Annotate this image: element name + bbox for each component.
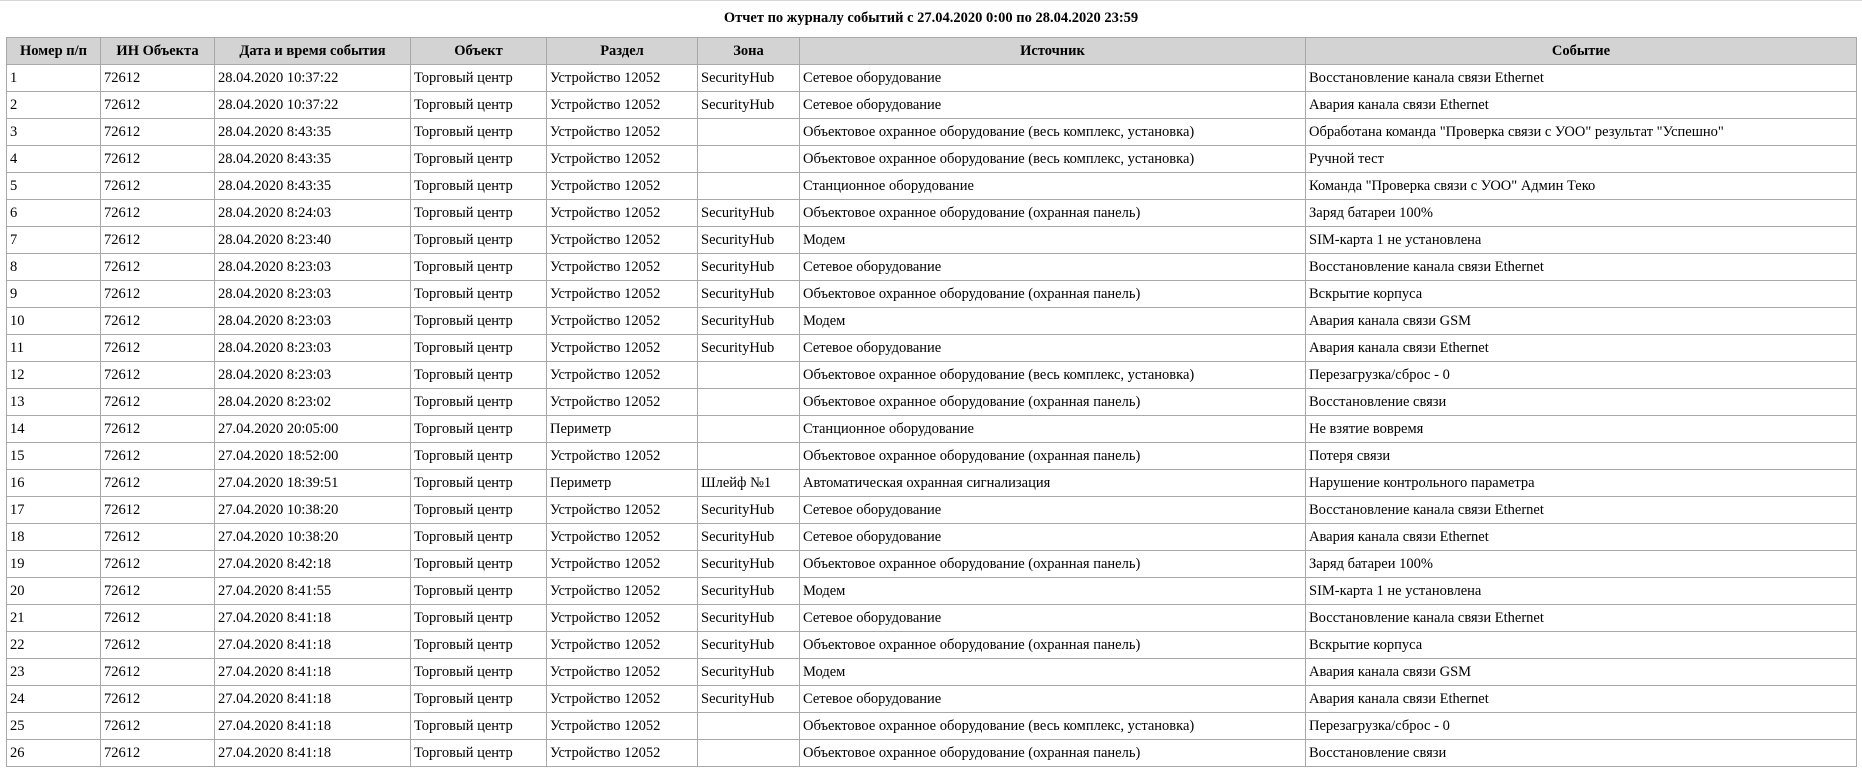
cell-object: Торговый центр: [411, 335, 547, 362]
cell-section: Устройство 12052: [547, 632, 698, 659]
cell-number: 17: [7, 497, 101, 524]
cell-object: Торговый центр: [411, 443, 547, 470]
cell-object: Торговый центр: [411, 146, 547, 173]
column-header-zone: Зона: [698, 38, 800, 65]
cell-section: Периметр: [547, 416, 698, 443]
cell-object-id: 72612: [101, 146, 215, 173]
cell-number: 21: [7, 605, 101, 632]
column-header-event: Событие: [1306, 38, 1857, 65]
table-row: [7, 254, 1857, 281]
cell-object: Торговый центр: [411, 524, 547, 551]
cell-datetime: 28.04.2020 8:23:03: [215, 308, 411, 335]
cell-datetime: 27.04.2020 8:41:18: [215, 659, 411, 686]
cell-event: SIM-карта 1 не установлена: [1306, 578, 1857, 605]
cell-section: Устройство 12052: [547, 200, 698, 227]
table-row: [7, 551, 1857, 578]
cell-number: 7: [7, 227, 101, 254]
cell-object-id: 72612: [101, 686, 215, 713]
cell-event: Авария канала связи Ethernet: [1306, 524, 1857, 551]
cell-zone: SecurityHub: [698, 254, 800, 281]
cell-object-id: 72612: [101, 200, 215, 227]
cell-object: Торговый центр: [411, 578, 547, 605]
cell-source: Объектовое охранное оборудование (охранная панель): [800, 200, 1306, 227]
cell-datetime: 27.04.2020 8:42:18: [215, 551, 411, 578]
cell-section: Устройство 12052: [547, 281, 698, 308]
cell-event: Перезагрузка/сброс - 0: [1306, 362, 1857, 389]
cell-object-id: 72612: [101, 92, 215, 119]
cell-datetime: 28.04.2020 8:23:03: [215, 335, 411, 362]
cell-zone: [698, 362, 800, 389]
cell-section: Устройство 12052: [547, 254, 698, 281]
table-row: [7, 740, 1857, 767]
cell-zone: [698, 443, 800, 470]
cell-number: 24: [7, 686, 101, 713]
cell-source: Сетевое оборудование: [800, 524, 1306, 551]
cell-number: 16: [7, 470, 101, 497]
cell-datetime: 27.04.2020 18:39:51: [215, 470, 411, 497]
cell-section: Устройство 12052: [547, 524, 698, 551]
cell-datetime: 28.04.2020 8:24:03: [215, 200, 411, 227]
cell-object-id: 72612: [101, 443, 215, 470]
cell-source: Объектовое охранное оборудование (охранная панель): [800, 281, 1306, 308]
cell-object: Торговый центр: [411, 470, 547, 497]
cell-source: Автоматическая охранная сигнализация: [800, 470, 1306, 497]
cell-datetime: 28.04.2020 10:37:22: [215, 92, 411, 119]
cell-object: Торговый центр: [411, 227, 547, 254]
cell-number: 6: [7, 200, 101, 227]
cell-section: Устройство 12052: [547, 146, 698, 173]
cell-zone: SecurityHub: [698, 632, 800, 659]
cell-source: Объектовое охранное оборудование (весь комплекс, установка): [800, 119, 1306, 146]
cell-zone: SecurityHub: [698, 308, 800, 335]
table-row: [7, 362, 1857, 389]
table-body: [7, 65, 1857, 767]
cell-datetime: 27.04.2020 8:41:18: [215, 605, 411, 632]
cell-datetime: 27.04.2020 10:38:20: [215, 497, 411, 524]
cell-number: 18: [7, 524, 101, 551]
cell-event: Авария канала связи GSM: [1306, 308, 1857, 335]
table-row: [7, 632, 1857, 659]
cell-section: Устройство 12052: [547, 335, 698, 362]
cell-number: 25: [7, 713, 101, 740]
cell-event: Восстановление связи: [1306, 389, 1857, 416]
column-header-object-id: ИН Объекта: [101, 38, 215, 65]
cell-zone: SecurityHub: [698, 605, 800, 632]
cell-event: Не взятие вовремя: [1306, 416, 1857, 443]
cell-source: Объектовое охранное оборудование (весь комплекс, установка): [800, 713, 1306, 740]
cell-object-id: 72612: [101, 335, 215, 362]
cell-datetime: 27.04.2020 8:41:18: [215, 713, 411, 740]
cell-object-id: 72612: [101, 389, 215, 416]
cell-event: Потеря связи: [1306, 443, 1857, 470]
table-header: [7, 38, 1857, 65]
cell-object: Торговый центр: [411, 254, 547, 281]
cell-number: 2: [7, 92, 101, 119]
header-row: [7, 38, 1857, 65]
cell-event: Нарушение контрольного параметра: [1306, 470, 1857, 497]
table-row: [7, 389, 1857, 416]
cell-object: Торговый центр: [411, 200, 547, 227]
cell-zone: SecurityHub: [698, 497, 800, 524]
cell-number: 22: [7, 632, 101, 659]
cell-object: Торговый центр: [411, 65, 547, 92]
cell-number: 3: [7, 119, 101, 146]
cell-number: 14: [7, 416, 101, 443]
cell-event: Восстановление канала связи Ethernet: [1306, 497, 1857, 524]
cell-object: Торговый центр: [411, 632, 547, 659]
cell-event: Восстановление связи: [1306, 740, 1857, 767]
cell-object-id: 72612: [101, 254, 215, 281]
cell-source: Объектовое охранное оборудование (охранная панель): [800, 740, 1306, 767]
table-row: [7, 578, 1857, 605]
cell-event: Заряд батареи 100%: [1306, 200, 1857, 227]
cell-object-id: 72612: [101, 308, 215, 335]
cell-event: SIM-карта 1 не установлена: [1306, 227, 1857, 254]
table-row: [7, 308, 1857, 335]
report-title: Отчет по журналу событий с 27.04.2020 0:00 по 28.04.2020 23:59: [723, 10, 1139, 26]
cell-datetime: 27.04.2020 20:05:00: [215, 416, 411, 443]
cell-number: 23: [7, 659, 101, 686]
column-header-number: Номер п/п: [7, 38, 101, 65]
table-row: [7, 146, 1857, 173]
column-header-object: Объект: [411, 38, 547, 65]
cell-number: 8: [7, 254, 101, 281]
table-row: [7, 713, 1857, 740]
cell-datetime: 28.04.2020 8:43:35: [215, 119, 411, 146]
cell-object-id: 72612: [101, 470, 215, 497]
cell-number: 12: [7, 362, 101, 389]
cell-zone: SecurityHub: [698, 578, 800, 605]
cell-datetime: 28.04.2020 8:23:03: [215, 362, 411, 389]
cell-source: Станционное оборудование: [800, 416, 1306, 443]
cell-datetime: 28.04.2020 8:43:35: [215, 173, 411, 200]
cell-datetime: 27.04.2020 18:52:00: [215, 443, 411, 470]
cell-zone: [698, 740, 800, 767]
table-row: [7, 65, 1857, 92]
cell-source: Модем: [800, 308, 1306, 335]
cell-datetime: 28.04.2020 10:37:22: [215, 65, 411, 92]
cell-zone: SecurityHub: [698, 524, 800, 551]
cell-number: 1: [7, 65, 101, 92]
cell-section: Устройство 12052: [547, 605, 698, 632]
cell-source: Модем: [800, 659, 1306, 686]
cell-zone: SecurityHub: [698, 200, 800, 227]
cell-object-id: 72612: [101, 605, 215, 632]
cell-source: Объектовое охранное оборудование (весь комплекс, установка): [800, 146, 1306, 173]
cell-object-id: 72612: [101, 578, 215, 605]
cell-event: Вскрытие корпуса: [1306, 281, 1857, 308]
cell-object-id: 72612: [101, 740, 215, 767]
cell-event: Авария канала связи Ethernet: [1306, 92, 1857, 119]
cell-object-id: 72612: [101, 227, 215, 254]
table-row: [7, 686, 1857, 713]
cell-datetime: 27.04.2020 8:41:18: [215, 632, 411, 659]
cell-event: Вскрытие корпуса: [1306, 632, 1857, 659]
cell-zone: [698, 173, 800, 200]
cell-source: Объектовое охранное оборудование (охранная панель): [800, 443, 1306, 470]
cell-object: Торговый центр: [411, 713, 547, 740]
cell-object: Торговый центр: [411, 173, 547, 200]
cell-section: Устройство 12052: [547, 497, 698, 524]
cell-section: Устройство 12052: [547, 443, 698, 470]
cell-section: Устройство 12052: [547, 65, 698, 92]
cell-section: Устройство 12052: [547, 578, 698, 605]
cell-number: 4: [7, 146, 101, 173]
cell-datetime: 28.04.2020 8:43:35: [215, 146, 411, 173]
cell-datetime: 28.04.2020 8:23:03: [215, 281, 411, 308]
cell-zone: [698, 416, 800, 443]
cell-source: Сетевое оборудование: [800, 497, 1306, 524]
cell-source: Сетевое оборудование: [800, 335, 1306, 362]
cell-object-id: 72612: [101, 281, 215, 308]
cell-number: 11: [7, 335, 101, 362]
cell-number: 5: [7, 173, 101, 200]
cell-section: Устройство 12052: [547, 389, 698, 416]
cell-section: Устройство 12052: [547, 551, 698, 578]
table-row: [7, 524, 1857, 551]
cell-zone: SecurityHub: [698, 686, 800, 713]
cell-object-id: 72612: [101, 497, 215, 524]
cell-zone: [698, 119, 800, 146]
cell-source: Сетевое оборудование: [800, 92, 1306, 119]
table-row: [7, 659, 1857, 686]
cell-event: Авария канала связи Ethernet: [1306, 335, 1857, 362]
cell-object: Торговый центр: [411, 605, 547, 632]
table-row: [7, 416, 1857, 443]
cell-object: Торговый центр: [411, 362, 547, 389]
cell-event: Команда "Проверка связи с УОО" Админ Теко: [1306, 173, 1857, 200]
cell-section: Устройство 12052: [547, 740, 698, 767]
cell-zone: SecurityHub: [698, 335, 800, 362]
cell-zone: [698, 146, 800, 173]
cell-section: Периметр: [547, 470, 698, 497]
cell-number: 9: [7, 281, 101, 308]
cell-object-id: 72612: [101, 551, 215, 578]
table-row: [7, 605, 1857, 632]
cell-source: Объектовое охранное оборудование (охранная панель): [800, 632, 1306, 659]
cell-zone: SecurityHub: [698, 92, 800, 119]
cell-source: Объектовое охранное оборудование (охранная панель): [800, 389, 1306, 416]
cell-object: Торговый центр: [411, 551, 547, 578]
cell-zone: [698, 713, 800, 740]
cell-section: Устройство 12052: [547, 92, 698, 119]
table-row: [7, 119, 1857, 146]
cell-number: 10: [7, 308, 101, 335]
cell-object-id: 72612: [101, 659, 215, 686]
table-row: [7, 227, 1857, 254]
cell-number: 20: [7, 578, 101, 605]
cell-datetime: 28.04.2020 8:23:02: [215, 389, 411, 416]
table-row: [7, 92, 1857, 119]
cell-source: Сетевое оборудование: [800, 686, 1306, 713]
cell-event: Авария канала связи GSM: [1306, 659, 1857, 686]
table-row: [7, 173, 1857, 200]
cell-zone: [698, 389, 800, 416]
cell-object: Торговый центр: [411, 497, 547, 524]
cell-source: Сетевое оборудование: [800, 254, 1306, 281]
cell-section: Устройство 12052: [547, 227, 698, 254]
cell-event: Авария канала связи Ethernet: [1306, 686, 1857, 713]
cell-number: 15: [7, 443, 101, 470]
cell-event: Ручной тест: [1306, 146, 1857, 173]
cell-section: Устройство 12052: [547, 659, 698, 686]
cell-object: Торговый центр: [411, 659, 547, 686]
cell-source: Станционное оборудование: [800, 173, 1306, 200]
cell-event: Восстановление канала связи Ethernet: [1306, 605, 1857, 632]
cell-object-id: 72612: [101, 524, 215, 551]
cell-zone: SecurityHub: [698, 227, 800, 254]
cell-event: Перезагрузка/сброс - 0: [1306, 713, 1857, 740]
cell-object: Торговый центр: [411, 389, 547, 416]
cell-object: Торговый центр: [411, 92, 547, 119]
cell-datetime: 27.04.2020 8:41:18: [215, 686, 411, 713]
column-header-section: Раздел: [547, 38, 698, 65]
cell-object: Торговый центр: [411, 308, 547, 335]
cell-object: Торговый центр: [411, 119, 547, 146]
cell-section: Устройство 12052: [547, 686, 698, 713]
cell-datetime: 28.04.2020 8:23:03: [215, 254, 411, 281]
cell-section: Устройство 12052: [547, 173, 698, 200]
cell-number: 19: [7, 551, 101, 578]
table-row: [7, 335, 1857, 362]
cell-datetime: 27.04.2020 8:41:18: [215, 740, 411, 767]
cell-event: Восстановление канала связи Ethernet: [1306, 254, 1857, 281]
cell-section: Устройство 12052: [547, 362, 698, 389]
cell-datetime: 27.04.2020 10:38:20: [215, 524, 411, 551]
cell-section: Устройство 12052: [547, 713, 698, 740]
table-row: [7, 470, 1857, 497]
cell-zone: Шлейф №1: [698, 470, 800, 497]
top-divider: [0, 0, 1862, 1]
cell-object-id: 72612: [101, 65, 215, 92]
cell-number: 26: [7, 740, 101, 767]
table-row: [7, 281, 1857, 308]
cell-source: Сетевое оборудование: [800, 65, 1306, 92]
cell-object-id: 72612: [101, 173, 215, 200]
cell-datetime: 28.04.2020 8:23:40: [215, 227, 411, 254]
cell-object-id: 72612: [101, 119, 215, 146]
table-row: [7, 443, 1857, 470]
event-log-table: [6, 37, 1857, 767]
cell-number: 13: [7, 389, 101, 416]
cell-event: Восстановление канала связи Ethernet: [1306, 65, 1857, 92]
cell-object: Торговый центр: [411, 740, 547, 767]
cell-object-id: 72612: [101, 362, 215, 389]
cell-zone: SecurityHub: [698, 281, 800, 308]
table-row: [7, 200, 1857, 227]
cell-event: Обработана команда "Проверка связи с УОО" результат "Успешно": [1306, 119, 1857, 146]
column-header-datetime: Дата и время события: [215, 38, 411, 65]
cell-section: Устройство 12052: [547, 119, 698, 146]
cell-source: Модем: [800, 578, 1306, 605]
cell-object-id: 72612: [101, 713, 215, 740]
cell-source: Объектовое охранное оборудование (охранная панель): [800, 551, 1306, 578]
cell-object: Торговый центр: [411, 416, 547, 443]
column-header-source: Источник: [800, 38, 1306, 65]
cell-event: Заряд батареи 100%: [1306, 551, 1857, 578]
cell-section: Устройство 12052: [547, 308, 698, 335]
cell-zone: SecurityHub: [698, 551, 800, 578]
cell-object: Торговый центр: [411, 686, 547, 713]
cell-zone: SecurityHub: [698, 659, 800, 686]
table-row: [7, 497, 1857, 524]
cell-object: Торговый центр: [411, 281, 547, 308]
cell-datetime: 27.04.2020 8:41:55: [215, 578, 411, 605]
cell-source: Модем: [800, 227, 1306, 254]
cell-source: Сетевое оборудование: [800, 605, 1306, 632]
cell-object-id: 72612: [101, 416, 215, 443]
cell-source: Объектовое охранное оборудование (весь комплекс, установка): [800, 362, 1306, 389]
cell-object-id: 72612: [101, 632, 215, 659]
cell-zone: SecurityHub: [698, 65, 800, 92]
